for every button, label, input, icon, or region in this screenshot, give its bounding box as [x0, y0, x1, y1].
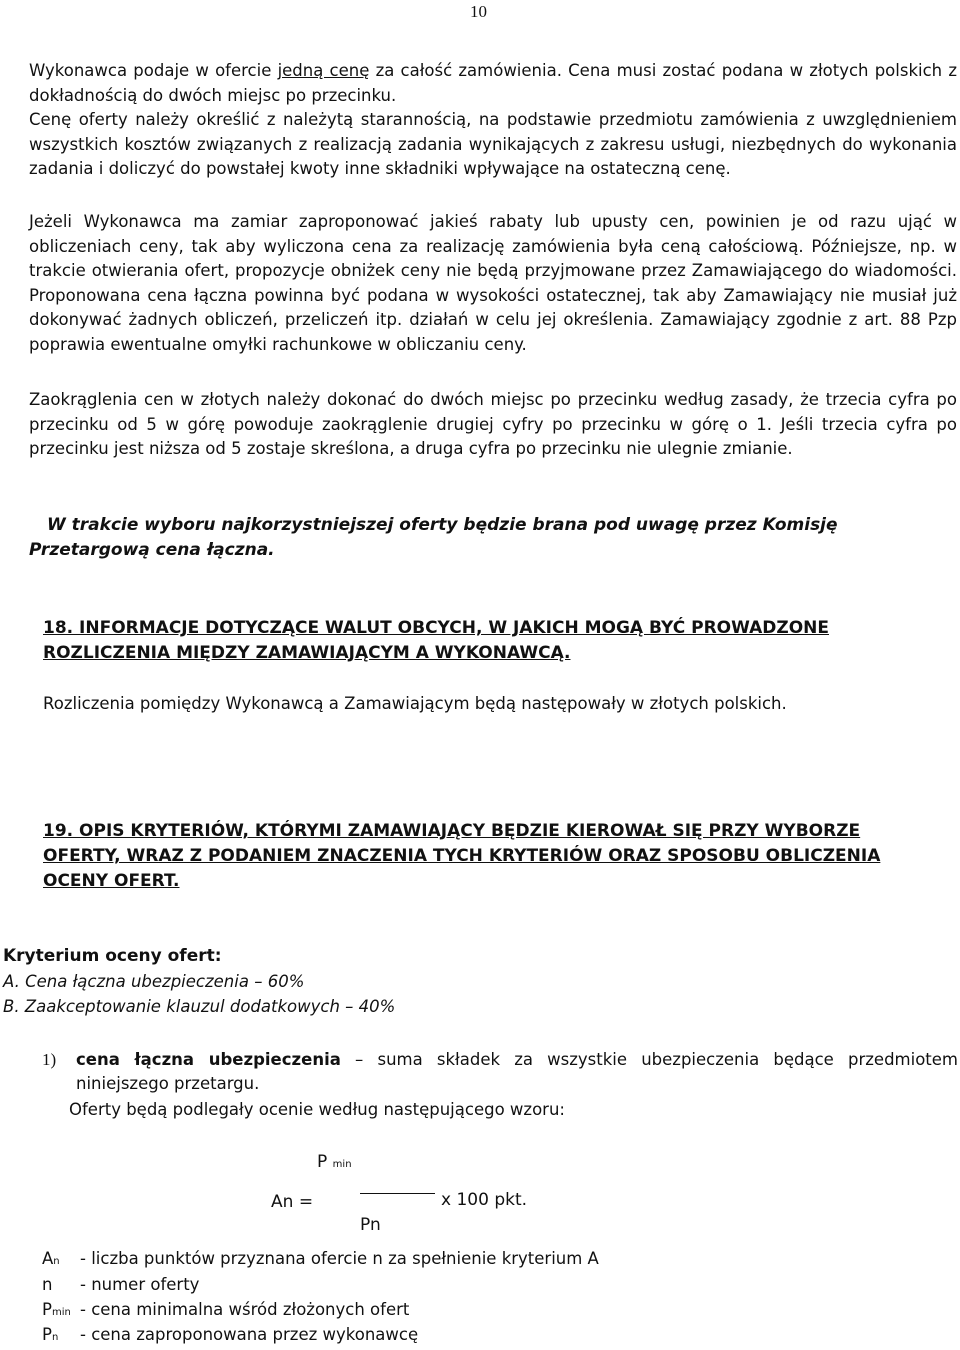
section-18-heading: 18. INFORMACJE DOTYCZĄCE WALUT OBCYCH, W JAKICH MOGĄ BYĆ PROWADZONE ROZLICZENIA MIĘDZY ZAMAWIAJĄCYM A WYKONAWCĄ.: [43, 618, 830, 663]
legend-subscript: min: [51, 1307, 71, 1318]
legend-symbol: P: [42, 1300, 52, 1319]
section-18-text: Rozliczenia pomiędzy Wykonawcą a Zamawiającym będą następowały w złotych polskich.: [43, 694, 787, 713]
formula-intro: Oferty będą podlegały ocenie według następującego wzoru:: [69, 1100, 565, 1119]
criterion-a: A. Cena łączna ubezpieczenia – 60%: [3, 972, 305, 991]
section-19-heading: 19. OPIS KRYTERIÓW, KTÓRYMI ZAMAWIAJĄCY BĘDZIE KIEROWAŁ SIĘ PRZY WYBORZE OFERTY, WRAZ Z PODANIEM ZNACZENIA TYCH KRYTERIÓW ORAZ SPOSOBU OBLICZENIA OCENY OFERT.: [43, 821, 881, 891]
price-paragraph-1: [29, 59, 957, 108]
denominator-subscript: n: [369, 1215, 381, 1235]
criteria-title: Kryterium oceny ofert:: [3, 946, 222, 966]
list-number: 1): [42, 1050, 57, 1069]
formula-lhs: [271, 1192, 313, 1212]
rounding-paragraph: Zaokrąglenia cen w złotych należy dokonać do dwóch miejsc po przecinku według zasady, że trzecia cyfra po przecinku od 5 w górę powoduje zaokrąglenie drugiej cyfry po przecinku w górę o 1. Jeśli trzecia cyfra po przecinku jest niższa od 5 zostaje skreślona, a druga cyfra po przecinku nie ulegnie zmianie.: [29, 390, 957, 458]
legend-text: - cena zaproponowana przez wykonawcę: [80, 1325, 419, 1344]
formula-denominator: [360, 1215, 381, 1235]
legend-subscript: n: [53, 1256, 60, 1267]
legend-row: [42, 1273, 199, 1297]
legend-symbol: A: [42, 1249, 54, 1268]
legend-subscript: n: [51, 1332, 59, 1343]
lhs-subscript: n: [282, 1192, 294, 1212]
legend-row: [42, 1298, 409, 1325]
lhs-symbol: A: [271, 1192, 283, 1212]
emphasis-paragraph: W trakcie wyboru najkorzystniejszej oferty będzie brana pod uwagę przez Komisję Przetargową cena łączna.: [29, 515, 838, 560]
formula-multiplier: x 100 pkt.: [441, 1190, 528, 1210]
denominator-symbol: P: [360, 1215, 370, 1235]
text-run: za całość zamówienia. Cena musi zostać podana w złotych polskich z dokładnością do dwóch miejsc po przecinku.: [29, 61, 957, 105]
legend-text: - numer oferty: [80, 1275, 200, 1294]
criterion-1-description: [76, 1048, 958, 1096]
numerator-subscript: min: [332, 1159, 352, 1170]
text-run: Wykonawca podaje w ofercie: [29, 61, 278, 80]
legend-row: [42, 1247, 599, 1274]
price-paragraph-3: Jeżeli Wykonawca ma zamiar zaproponować jakieś rabaty lub upusty cen, powinien je od razu ująć w obliczeniach ceny, tak aby wyliczona cena za realizację zamówienia była ceną całościową. Późniejsze, np. w trakcie otwierania ofert, propozycje obniżek ceny nie będą przyjmowane przez Zamawiającego do wiadomości. Proponowana cena łączna powinna być podana w wysokości ostatecznej, tak aby Zamawiający nie musiał już dokonywać żadnych obliczeń, przeliczeń itp. działań w celu jej określenia. Zamawiający zgodnie z art. 88 Pzp poprawia ewentualne omyłki rachunkowe w obliczaniu ceny.: [29, 212, 957, 354]
price-paragraph-2: Cenę oferty należy określić z należytą starannością, na podstawie przedmiotu zamówienia z uwzględnieniem wszystkich kosztów związanych z realizacją zadania wynikających z zakresu usługi, niezbędnych do wykonania zadania i doliczyć do powstałej kwoty inne składniki wpływające na ostateczną cenę.: [29, 110, 957, 178]
legend-text: - cena minimalna wśród złożonych ofert: [80, 1300, 410, 1319]
underlined-text: jedną cenę: [277, 61, 370, 80]
legend-row: [42, 1323, 418, 1350]
criterion-1-name: cena łączna ubezpieczenia: [76, 1050, 341, 1069]
criterion-b: B. Zaakceptowanie klauzul dodatkowych – 40%: [3, 997, 396, 1016]
equals-sign: =: [298, 1192, 314, 1212]
legend-symbol: n: [42, 1275, 53, 1294]
page-number: 10: [470, 2, 487, 21]
legend-symbol: P: [42, 1325, 52, 1344]
fraction-line: [360, 1193, 435, 1194]
numerator-symbol: P: [317, 1152, 328, 1172]
legend-text: - liczba punktów przyznana ofercie n za spełnienie kryterium A: [80, 1249, 599, 1268]
formula-numerator: [317, 1152, 352, 1172]
text-run: – suma składek za wszystkie ubezpieczenia będące przedmiotem niniejszego przetargu.: [76, 1050, 958, 1093]
